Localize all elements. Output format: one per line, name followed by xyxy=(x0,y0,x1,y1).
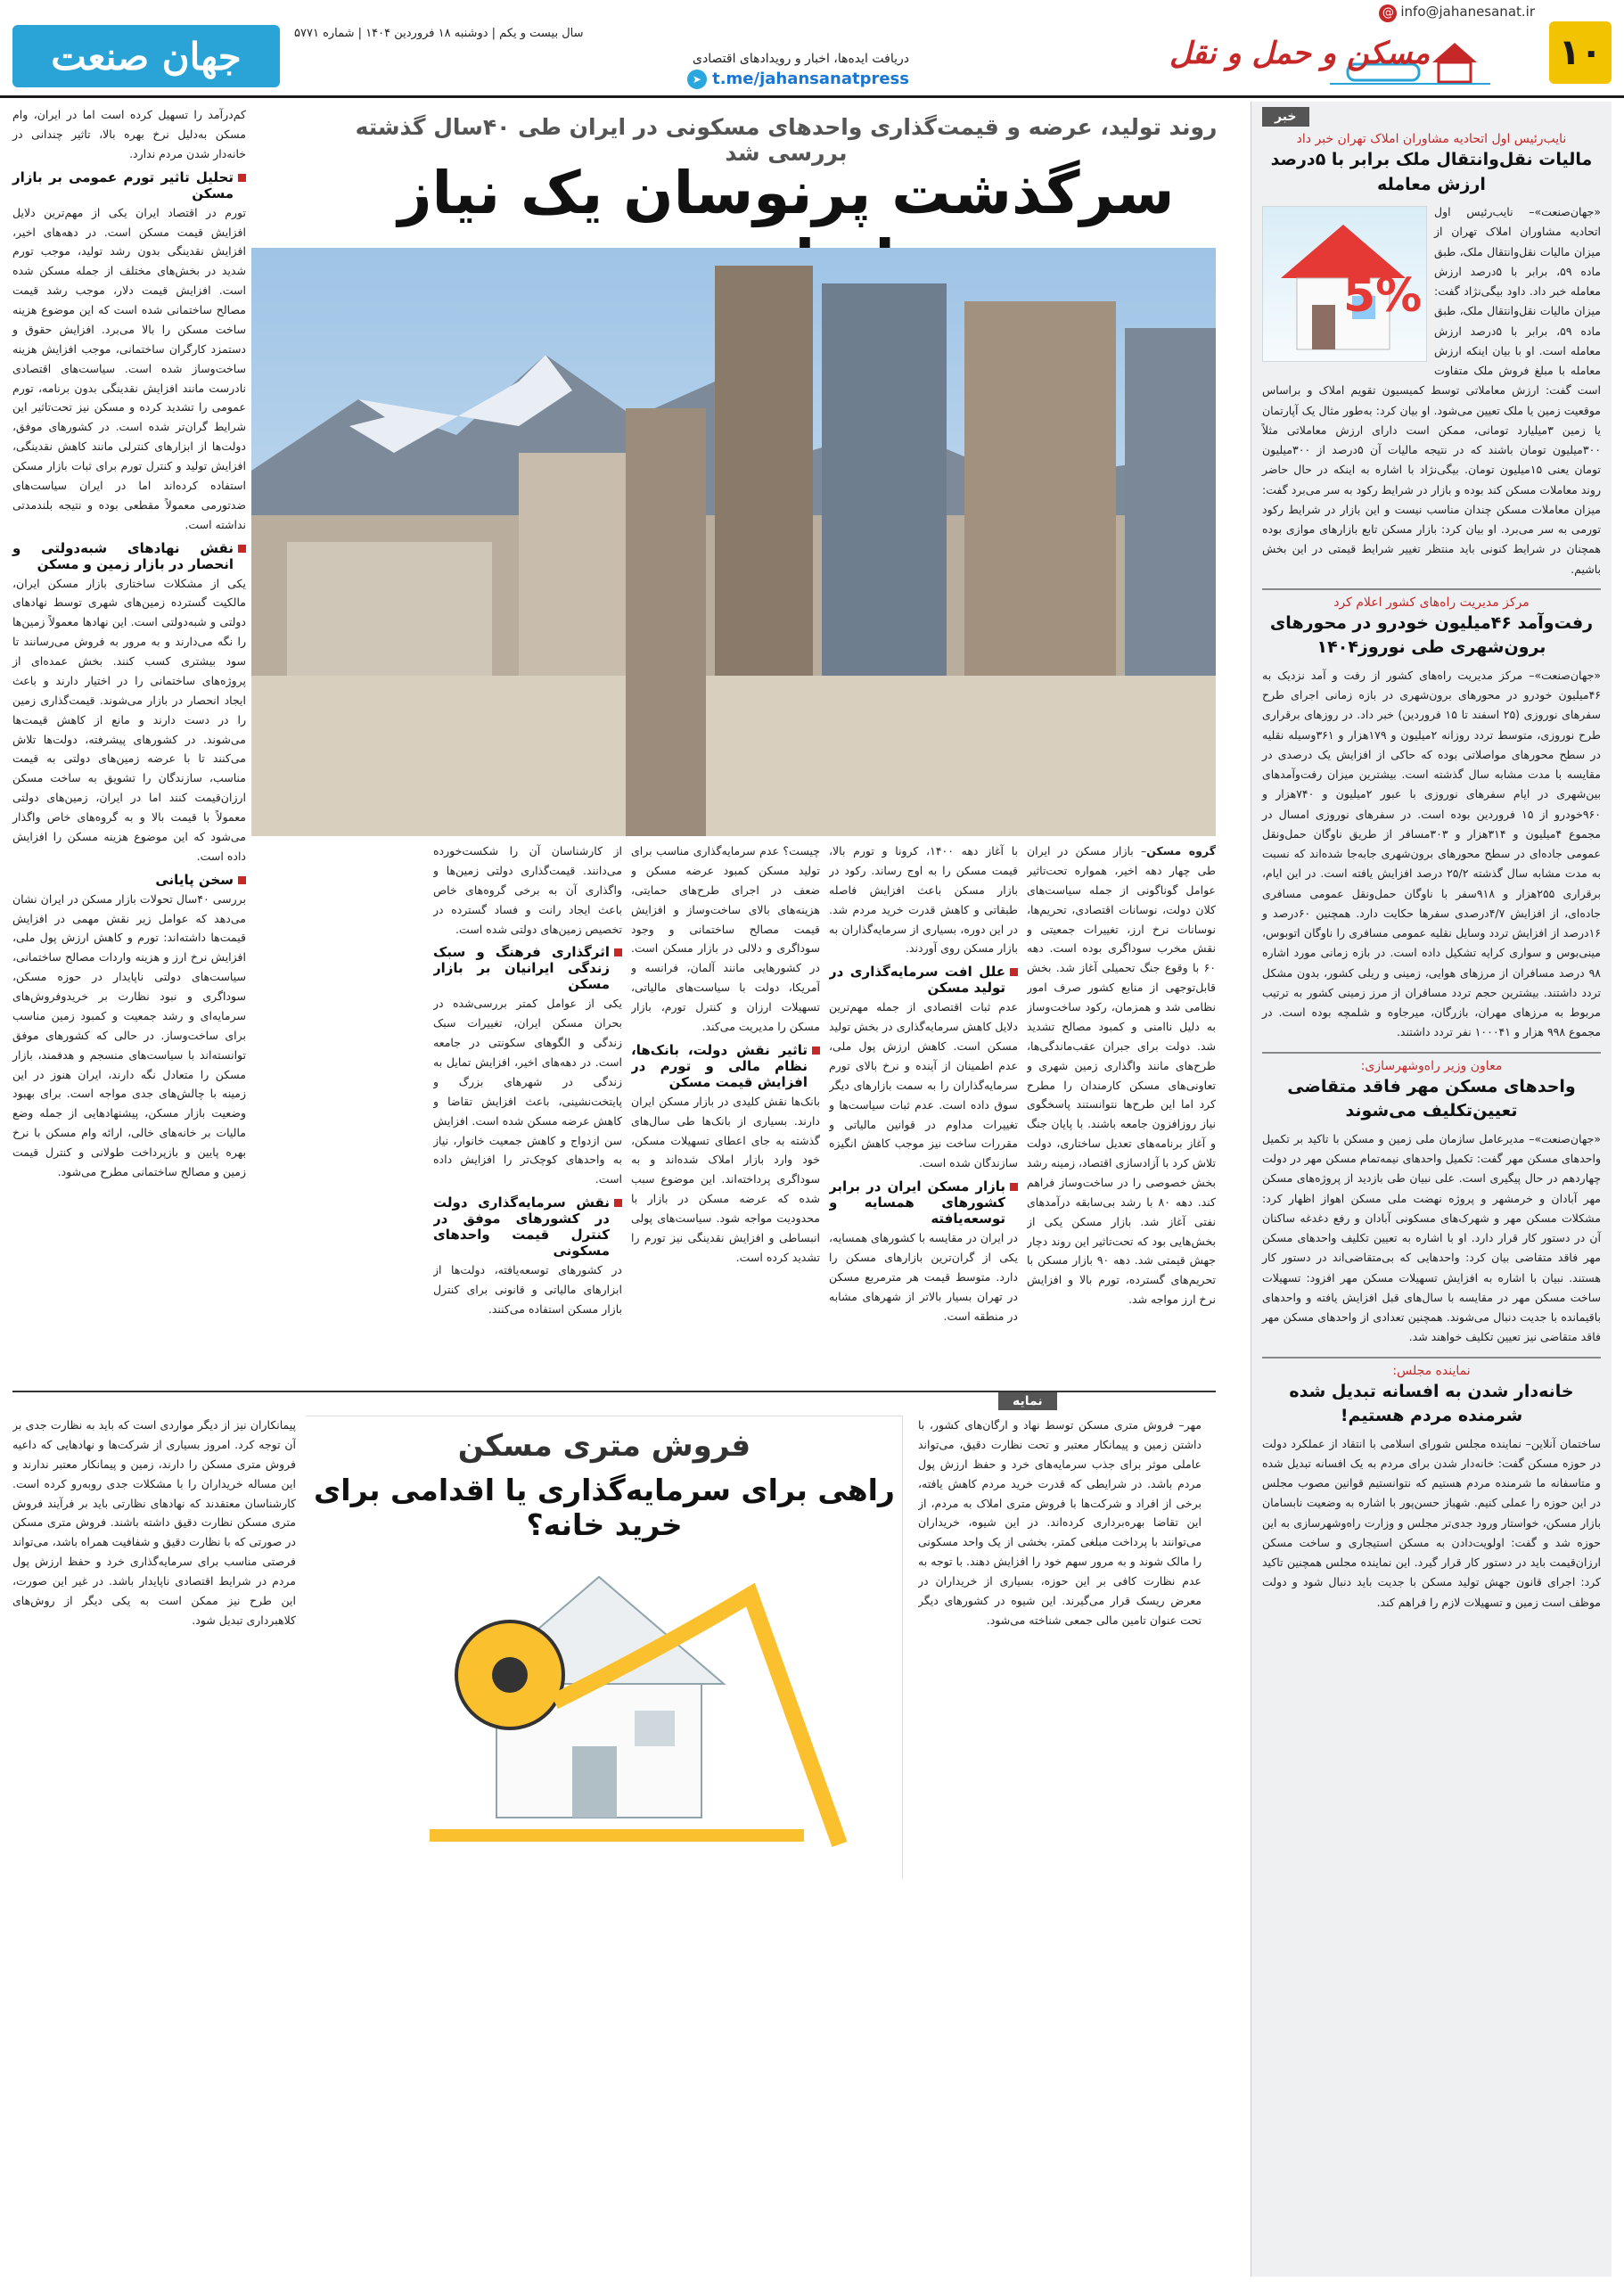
news2-title: رفت‌وآمد ۴۶میلیون خودرو در محورهای برون‌شهری طی نوروز۱۴۰۴ xyxy=(1269,612,1594,658)
subheading: سخن پایانی xyxy=(12,872,246,888)
paragraph: یکی از مشکلات ساختاری بازار مسکن ایران، مالکیت گسترده زمین‌های شهری توسط نهادهای دولتی و شبه‌دولتی است. این نهادها معمولاً زمین‌ها را نگه می‌دارند و به مرور به فروش می‌رسانند تا سود بیشتری کسب کنند. بخش عمده‌ای از پروژه‌های ساختمانی را در اختیار دارند و باعث ایجاد انحصار در بازار می‌شوند. قیمت‌گذاری زمین را در دست دارند و مانع از کاهش قیمت‌ها می‌شوند. در کشورهای پیشرفته، دولت‌ها تلاش می‌کنند تا با عرضه زمین‌های دولتی به قیمت مناسب، سازندگان را تشویق به ساخت مسکن ارزان‌قیمت کنند اما در ایران، زمین‌های دولتی معمولاً با قیمت بالا و به گروه‌های خاص واگذار می‌شود که این موضوع هزینه مسکن را افزایش داده است. xyxy=(12,576,246,863)
news3-kicker: معاون وزیر راه‌وشهرسازی: xyxy=(1360,1058,1503,1073)
telegram-block[interactable]: دریافت ایده‌ها، اخبار و رویدادهای اقتصادی ➤ t.me/jahansanatpress xyxy=(624,52,909,89)
article-column-2: با آغاز دهه ۱۴۰۰، کرونا و تورم بالا، قیمت مسکن را به اوج رساند. رکود در بازار مسکن باعث افزایش فاصله طبقاتی و کاهش قدرت خرید مردم شد. در این دوره، بسیاری از سرمایه‌گذاران به بازار مسکن روی آوردند. علل افت سرمایه‌گذاری در تولید مسکن عدم ثبات اقتصادی از جمله مهم‌ترین دلایل کاهش سرمایه‌گذاری در بخش تولید مسکن است. کاهش ارزش پول ملی، عدم اطمینان از آینده و نرخ بالای تورم سرمایه‌گذاران را به سمت بازارهای دیگر سوق داده است. عدم ثبات سیاست‌ها و تغییرات مداوم در قوانین مالیاتی و مقررات ساخت نیز موجب کاهش انگیزه سازندگان شده است. بازار مسکن ایران در برابر کشورهای همسایه و توسعه‌یافته در ایران در مقایسه با کشورهای همسایه، یکی از گران‌ترین بازارهای مسکن را دارد. متوسط قیمت هر مترمربع مسکن در تهران بسیار بالاتر از شهرهای مشابه در منطقه است. xyxy=(829,844,1018,1323)
news4-kicker: نماینده مجلس: xyxy=(1392,1363,1471,1378)
tehran-city-photo xyxy=(251,248,1216,836)
news1-title: مالیات نقل‌وانتقال ملک برابر با ۵درصد ارزش معامله xyxy=(1270,150,1593,194)
divider xyxy=(1262,588,1601,590)
news2-body: «جهان‌صنعت»– مرکز مدیریت راه‌های کشور از رفت و آمد نزدیک به ۴۶میلیون خودرو در محورهای برون‌شهری در بازه زمانی اجرای طرح سفرهای نوروزی (۲۵ اسفند تا ۱۵ فروردین) خبر داد. در روزهای برقراری طرح نوروزی، متوسط تردد روزانه ۲میلیون و ۱۷۹هزار و ۳۶۱وسیله نقلیه در سطح محورهای مواصلاتی بوده که حاکی از افزایش یک درصدی در مقایسه با مدت مشابه سال گذشته است. بیشترین میزان رفت‌وآمدهای بین‌شهری در ایام سفرهای نوروزی با عبور ۲میلیون و ۷۴۰هزار و ۹۶۰خودرو از ۱۵ فروردین بوده است. در سفرهای نوروزی امسال در مجموع ۴میلیون و ۳۱۴هزار و ۳۰۳مسافر از طریق ناوگان حمل‌ونقل عمومی جاده‌ای در سطح محورهای برون‌شهری جابه‌جا شده‌اند که نسبت به مدت مشابه سال گذشته ۲۵/۲ درصد افزایش یافته است. در این ایام، برقراری ۲۵۵هزار و ۹۱۸سفر با ناوگان حمل‌ونقل عمومی مسافری جاده‌ای، از افزایش ۴/۷درصدی سفرها حکایت دارد. همچنین ۶۰درصد و ۱۶درصد از افزایش تردد وسایل نقلیه عمومی مسافری را ناوگان اتوبوس، مینی‌بوس و سواری کرایه تشکیل داده است. در بازه زمانی مورد اشاره ۹۸ درصد مسافران از مرزهای هوایی، زمینی و ریلی کشور، بدون مشکل تردد داشتند. بیشترین حجم تردد مسافران از مرز زمینی کشور به ترتیب مربوط به مرزهای مهران، بازرگان، میرجاوه و شلمچه بوده است. در مجموع ۹۹۸ هزار و ۱۰۰۰۴۱ نفر تردد داشتند. xyxy=(1262,668,1602,1039)
news3-title: واحدهای مسکن مهر فاقد متقاضی تعیین‌تکلیف می‌شوند xyxy=(1287,1076,1576,1121)
news1-kicker: نایب‌رئیس اول اتحادیه مشاوران املاک تهران خبر داد xyxy=(1296,132,1567,146)
news4-title: خانه‌دار شدن به افسانه تبدیل شده شرمنده مردم هستیم! xyxy=(1289,1381,1574,1426)
article-column-5 xyxy=(251,841,426,1376)
city-skyline-illustration xyxy=(251,248,1216,836)
namaye-column-right: مهر– فروش متری مسکن توسط نهاد و ارگان‌های کشور، با داشتن زمین و پیمانکار معتبر و تحت نظارت دقیق، می‌تواند عاملی موثر برای جذب سرمایه‌های خرد و حفظ ارزش پول مردم باشد. در شرایطی که قدرت خرید مردم کاهش یافته، برخی از افراد و شرکت‌ها با فروش متری املاک به مردم، از این تقاضا بهره‌برداری کرده‌اند. در این شیوه، خریداران می‌توانند با پرداخت مبلغی کمتر، بخشی از یک واحد مسکونی را مالک شوند و به مرور سهم خود را افزایش دهند. با توجه به عدم نظارت کافی بر این حوزه، بسیاری از خریداران در معرض ریسک قرار می‌گیرند. این شیوه در کشورهای دیگر تحت عنوان تامین مالی جمعی شناخته می‌شود. xyxy=(918,1418,1202,1627)
section-title: مسکن و حمل و نقل xyxy=(1169,36,1431,71)
subheading: نقش نهادهای شبه‌دولتی و انحصار در بازار زمین و مسکن xyxy=(12,540,246,572)
email-address[interactable]: @ info@jahanesanat.ir xyxy=(1379,4,1535,22)
paper-logo: جهان صنعت xyxy=(12,25,280,87)
page-number: ۱۰ xyxy=(1549,21,1612,84)
section-logo xyxy=(1080,27,1526,89)
box-kicker: فروش متری مسکن xyxy=(457,1428,751,1464)
news2-kicker: مرکز مدیریت راه‌های کشور اعلام کرد xyxy=(1333,595,1530,610)
paragraph: بررسی ۴۰سال تحولات بازار مسکن در ایران نشان می‌دهد که عوامل زیر نقش مهمی در افزایش قیمت‌ها داشته‌اند: تورم و کاهش ارزش پول ملی، افزایش نرخ ارز و هزینه واردات مصالح ساختمانی، سیاست‌های دولتی ناپایدار در حوزه مسکن، سوداگری و نبود نظارت بر خریدوفروش‌های سرمایه‌ای و رشد جمعیت و کمبود زمین مناسب برای ساخت‌وساز. در حالی که کشورهای موفق توانسته‌اند با سیاست‌های منسجم و هدفمند، بازار مسکن را متعادل نگه دارند، ایران هنوز در این زمینه با چالش‌های جدی مواجه است. برای بهبود وضعیت بازار مسکن، پیشنهادهایی از جمله وضع مالیات بر خانه‌های خالی، ارائه وام مسکن با نرخ بهره پایین و بازپرداخت طولانی و کنترل قیمت زمین و مصالح ساختمانی مطرح می‌شود. xyxy=(12,891,246,1178)
subheading: تحلیل تاثیر تورم عمومی بر بازار مسکن xyxy=(12,169,246,201)
tax-house-image xyxy=(1262,206,1427,362)
percent-label: 5% xyxy=(1343,269,1423,324)
sidebar-tag: خبر xyxy=(1262,107,1309,127)
divider xyxy=(1262,1357,1601,1359)
article-column-4: از کارشناسان آن را شکست‌خورده می‌دانند. قیمت‌گذاری دولتی زمین‌ها و واگذاری آن به برخی گروه‌های خاص باعث ایجاد رانت و فساد گسترده در تخصیص زمین‌های دولتی شده است. اثرگذاری فرهنگ و سبک زندگی ایرانیان بر بازار مسکن یکی از عوامل کمتر بررسی‌شده در بحران مسکن ایران، تغییرات سبک زندگی و الگوهای سکونتی در جامعه است. در دهه‌های اخیر، افزایش تمایل به زندگی در شهرهای بزرگ و پایتخت‌نشینی، باعث افزایش تقاضا و کاهش عرضه مسکن شده است. افزایش سن ازدواج و کاهش جمعیت خانوار، نیاز به واحدهای کوچک‌تر را افزایش داده است. نقش سرمایه‌گذاری دولت در کشورهای موفق در کنترل قیمت واحدهای مسکونی در کشورهای توسعه‌یافته، دولت‌ها از ابزارهای مالیاتی و قانونی برای کنترل بازار مسکن استفاده می‌کنند. xyxy=(433,844,622,1316)
issue-info: سال بیست و یکم | دوشنبه ۱۸ فروردین ۱۴۰۴ | شماره ۵۷۷۱ xyxy=(294,27,584,40)
paragraph: کم‌درآمد را تسهیل کرده است اما در ایران، وام مسکن به‌دلیل نرخ بهره بالا، تاثیر چندانی در خانه‌دار شدن مردم ندارد. xyxy=(12,108,246,160)
paragraph: تورم در اقتصاد ایران یکی از مهم‌ترین دلایل افزایش قیمت مسکن است. در دهه‌های اخیر، افزایش نقدینگی بدون رشد تولید، موجب تورم شدید در بخش‌های مختلف از جمله مسکن شده است. افزایش قیمت دلار، موجب رشد قیمت مصالح ساختمانی شده است که این موضوع هزینه ساخت مسکن را بالا می‌برد. افزایش حقوق و دستمزد کارگران ساختمانی، موجب افزایش هزینه ساخت‌وساز شده است. سیاست‌های اقتصادی نادرست مانند افزایش نقدینگی بدون برنامه، تورم عمومی را تشدید کرده و مسکن نیز تحت‌تاثیر این شرایط گران‌تر شده است. در کشورهای موفق، دولت‌ها از ابزارهای کنترلی مانند کاهش نقدینگی، افزایش تولید و کنترل تورم برای ثبات بازار مسکن استفاده کرده‌اند اما در ایران سیاست‌های ضدتورمی معمولاً مقطعی بوده و نتیجه بلندمدتی نداشته است. xyxy=(12,205,246,531)
page-header xyxy=(0,0,1624,98)
article-column-1: گروه مسکن– بازار مسکن در ایران طی چهار دهه اخیر، همواره تحت‌تاثیر عوامل گوناگونی از جمله سیاست‌های کلان دولت، نوسانات اقتصادی، تحریم‌ها، نوسانات نرخ ارز، تغییرات جمعیتی و نقش مخرب سوداگری بوده است. دهه ۶۰ با وقوع جنگ تحمیلی آغاز شد. بخش قابل‌توجهی از منابع کشور صرف امور نظامی شد و همزمان، رکود ساخت‌وساز به دلیل ناامنی و کمبود مصالح تشدید شد. دولت برای جبران عقب‌ماندگی‌ها، طرح‌های مانند واگذاری زمین شهری و تعاونی‌های مسکن کارمندان را مطرح کرد اما این طرح‌ها نتوانستند پاسخگوی نیاز روزافزون جامعه باشند. با پایان جنگ و آغاز برنامه‌های تعدیل ساختاری، دولت تلاش کرد با آزادسازی اقتصاد، زمینه رشد بخش خصوصی را در ساخت‌وساز فراهم کند. دهه ۸۰ با رشد بی‌سابقه درآمدهای نفتی آغاز شد. بازار مسکن یکی از بخش‌هایی بود که تحت‌تاثیر این روند دچار جهش قیمتی شد. دهه ۹۰ بازار مسکن با تحریم‌های گسترده، تورم بالا و افزایش نرخ ارز مواجه شد. xyxy=(1027,844,1216,1307)
telegram-icon: ➤ xyxy=(687,70,707,89)
news-sidebar xyxy=(1251,102,1612,2277)
news1-body: «جهان‌صنعت»– نایب‌رئیس اول اتحادیه مشاوران املاک تهران از میزان مالیات نقل‌وانتقال ملک، طبق ماده ۵۹، برابر با ۵درصد ارزش معامله خبر داد. داود بیگی‌نژاد گفت: میزان مالیات نقل‌وانتقال ملک، طبق ماده ۵۹، برابر با ۵درصد ارزش معامله است. او با بیان اینکه ارزش معامله با مبلغ فروش ملک متفاوت است گفت: ارزش معاملاتی توسط کمیسیون تقویم املاک و براساس موقعیت زمین یا ملک تعیین می‌شود. او بیان کرد: به‌طور مثال یک آپارتمان یا زمین ۳میلیارد تومانی، ممکن است دارای ارزش معاملاتی مثلاً ۳۰۰میلیون تومان باشند که در نتیجه مالیات آن ۵درصد از ۳۰۰میلیون تومان یعنی ۱۵میلیون تومان. بیگی‌نژاد با اشاره به اینکه در حال حاضر روند معاملات مسکن کند بوده و بازار در شرایط رکود به سر می‌برد گفت: میزان معاملات مسکن چندان مناسب نیست و این بازار در شرایط رکود تورمی به سر می‌برد. او بیان کرد: بازار مسکن تابع بازارهای موازی بوده همچنان در شرایط کنونی باید منتظر تغییر شرایط قیمتی در این بخش باشیم. xyxy=(1262,205,1602,576)
article-continuation-column xyxy=(12,105,246,1375)
divider xyxy=(1262,1052,1601,1054)
article-column-3: چیست؟ عدم سرمایه‌گذاری مناسب برای تولید مسکن کمبود عرضه مسکن و ضعف در اجرای طرح‌های حمایتی، هزینه‌های بالای ساخت‌وساز و افزایش قیمت مصالح ساختمانی و وجود سوداگری و دلالی در بازار مسکن است. در کشورهایی مانند آلمان، فرانسه و آمریکا، دولت با سیاست‌های مالیاتی، تسهیلات ارزان و کنترل تورم، بازار مسکن را مدیریت می‌کند. تاثیر نقش دولت، بانک‌ها، نظام مالی و تورم در افزایش قیمت مسکن بانک‌ها نقش کلیدی در بازار مسکن ایران دارند. بسیاری از بانک‌ها طی سال‌های گذشته به جای اعطای تسهیلات مسکن، خود وارد بازار املاک شده‌اند و به سوداگری پرداخته‌اند. این موضوع سبب شده که عرضه مسکن در بازار با محدودیت مواجه شود. سیاست‌های پولی انبساطی و افزایش نقدینگی نیز تورم را تشدید کرده است. xyxy=(631,844,820,1264)
news4-body: ساختمان آنلاین– نماینده مجلس شورای اسلامی با انتقاد از عملکرد دولت در حوزه مسکن گفت: خانه‌دار شدن برای مردم به یک افسانه تبدیل شده و متاسفانه ما شرمنده مردم هستیم که نتوانستیم قوانین مصوب مجلس در این حوزه را عملی کنیم. شهباز حسن‌پور با اشاره به وضعیت نابسامان بازار مسکن، خواستار ورود جدی‌تر مجلس و وزارت راه‌وشهرسازی به این حوزه شد و گفت: اولویت‌دادن به مسکن استیجاری و ساخت مسکن ارزان‌قیمت باید در دستور کار قرار گیرد. این نماینده مجلس همچنین تاکید کرد: اجرای قانون جهش تولید مسکن با جدیت باید دنبال شود و دولت موظف است زمین و تسهیلات لازم را فراهم کند. xyxy=(1262,1436,1601,1609)
news3-body: «جهان‌صنعت»– مدیرعامل سازمان ملی زمین و مسکن با تاکید بر تکمیل واحدهای مسکن مهر گفت: تکمیل واحدهای نیمه‌تمام مسکن مهر در دولت چهاردهم در حال پیگیری است. علی نبیان طی بازدید از پروژه‌های مسکن مهر آبادان و خرمشهر و پروژه نهضت ملی مسکن اهواز اظهار کرد: مشکلات مسکن مهر و شهرک‌های مسکونی آبادان و رفع دغدغه ساکنان آن در دستور کار قرار دارد. او با اشاره به تعیین تکلیف واحدهای مسکن مهر فاقد متقاضی بیان کرد: واحدهایی که بی‌متقاضی‌اند در دستور کار هستند. نبیان با اشاره به افزایش تسهیلات مسکن مهر افزود: تسهیلات ساخت مسکن مهر در مقایسه با سال‌های قبل افزایش یافته و واحدهای باقیمانده با جدیت دنبال می‌شوند. همچنین تعدادی از واحدهای مسکن مهر فاقد متقاضی نیز تعیین تکلیف خواهند شد. xyxy=(1262,1131,1601,1344)
at-icon: @ xyxy=(1379,4,1397,22)
article-kicker: روند تولید، عرضه و قیمت‌گذاری واحدهای مسکونی در ایران طی ۴۰سال گذشته بررسی شد xyxy=(355,114,1218,166)
box-title: راهی برای سرمایه‌گذاری یا اقدامی برای خرید خانه؟ xyxy=(314,1473,895,1542)
namaye-column-left: پیمانکاران نیز از دیگر مواردی است که باید به نظارت جدی بر آن توجه کرد. امروز بسیاری از شرکت‌ها و نهادهایی که داعیه فروش متری مسکن را دارند، زمین و پیمانکار معتبر ندارند و این مساله خریداران را با مشکلات جدی روبه‌رو کرده است. کارشناسان معتقدند که نهادهای نظارتی باید بر فرآیند فروش متری مسکن نظارت دقیق داشته باشند. فروش متری مسکن در صورتی که با نظارت دقیق و شفافیت همراه باشد، می‌تواند فرصتی مناسب برای سرمایه‌گذاری خرد و حفظ ارزش پول مردم در شرایط اقتصادی ناپایدار باشد. در غیر این صورت، این طرح نیز ممکن است به یکی دیگر از روش‌های کلاهبرداری تبدیل شود. xyxy=(12,1418,296,1627)
namaye-tag: نمایه xyxy=(998,1392,1057,1410)
article-headline: سرگذشت پرنوسان یک نیاز xyxy=(398,159,1175,227)
